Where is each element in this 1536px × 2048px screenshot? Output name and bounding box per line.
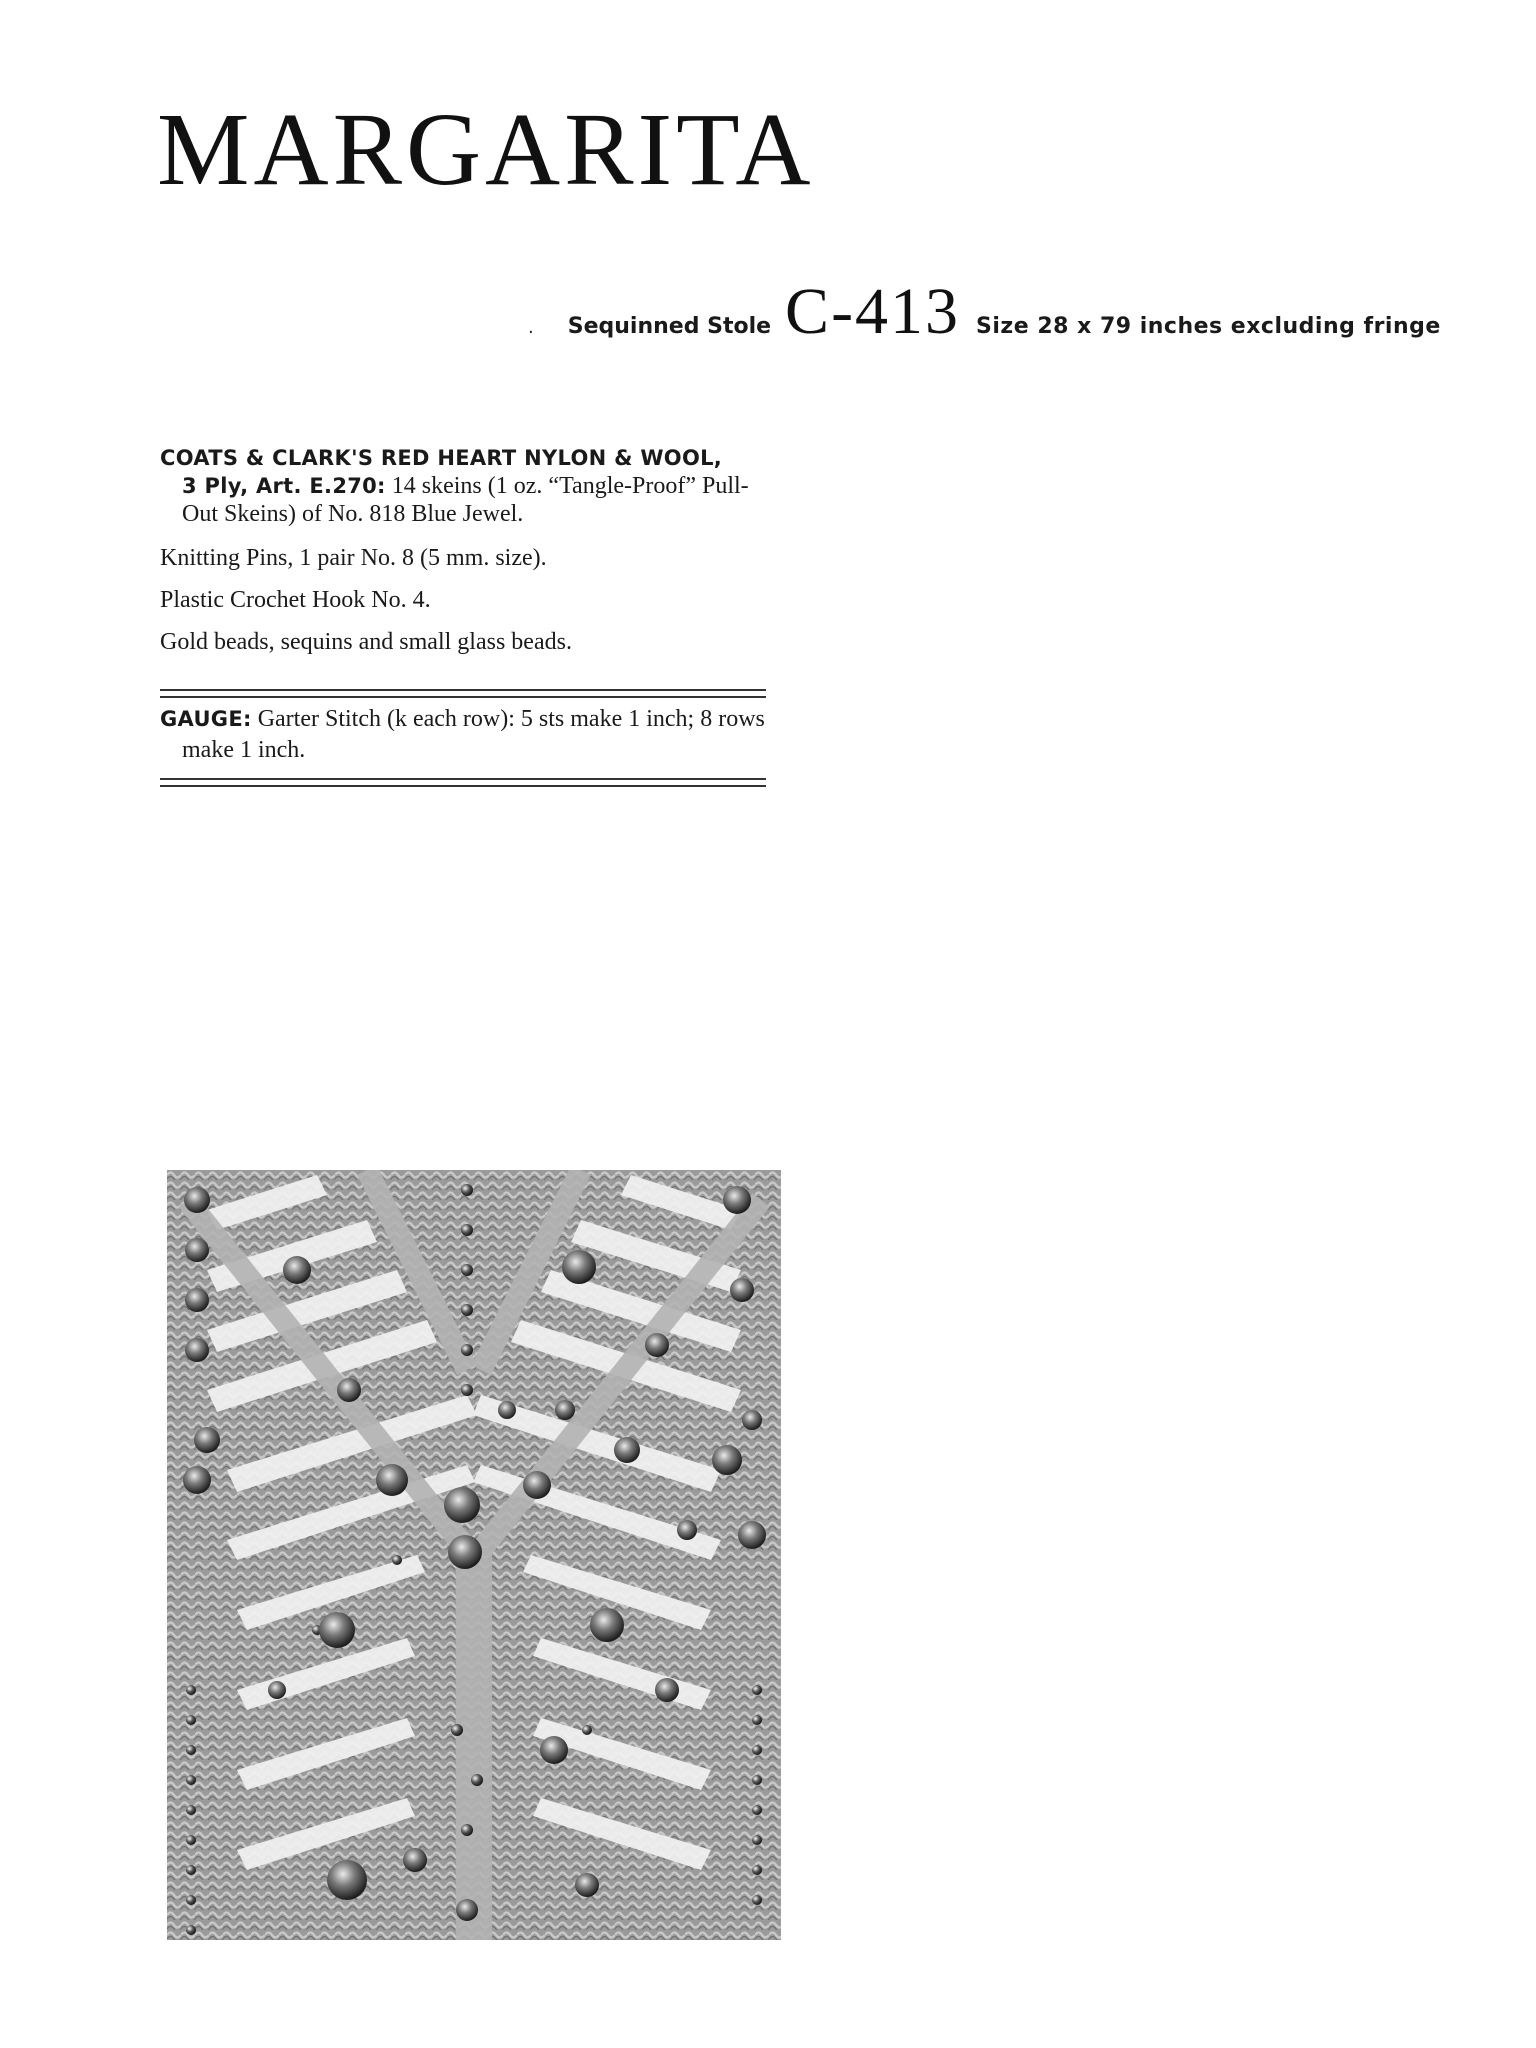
pattern-code: C-413 (785, 275, 961, 348)
knit-lace-image (167, 1170, 781, 1940)
beads-sequins: Gold beads, sequins and small glass beads. (160, 629, 572, 655)
size-label: Size 28 x 79 inches excluding fringe (976, 314, 1441, 339)
knitting-pins: Knitting Pins, 1 pair No. 8 (5 mm. size). (160, 545, 547, 571)
pattern-subtitle (528, 274, 1441, 348)
divider-bottom (160, 778, 766, 787)
bullet-dot: . (528, 317, 534, 338)
divider-top (160, 689, 766, 698)
yarn-detail: 14 skeins (1 oz. “Tangle-Proof” Pull-Out Skeins) of No. 818 Blue Jewel. (182, 473, 749, 527)
yarn-requirement (160, 444, 766, 528)
stitch-photo (167, 1170, 781, 1940)
crochet-hook: Plastic Crochet Hook No. 4. (160, 587, 431, 613)
pattern-title: MARGARITA (157, 92, 815, 207)
yarn-spec: 3 Ply, Art. E.270: (182, 474, 386, 498)
gauge-text: Garter Stitch (k each row): 5 sts make 1 inch; 8 rows make 1 inch. (182, 706, 765, 763)
materials-list (160, 444, 766, 670)
gauge-label: GAUGE: (160, 707, 252, 731)
gauge-block (160, 704, 766, 766)
item-type-label: Sequinned Stole (567, 314, 772, 339)
yarn-brand: COATS & CLARK'S RED HEART NYLON & WOOL, (160, 446, 723, 470)
